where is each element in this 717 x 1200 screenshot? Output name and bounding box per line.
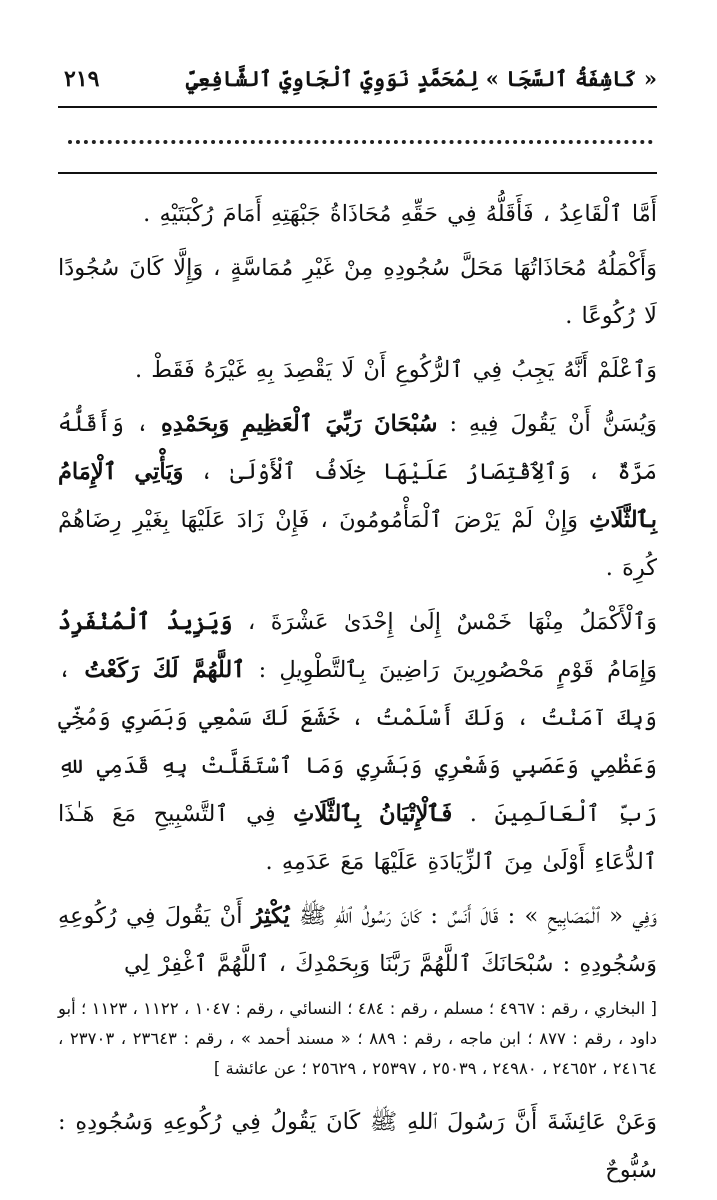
page-body [58, 190, 657, 1200]
emphasis-segment: وَيَأْتِي ٱلْإِمَامُ بِٱلثَّلَاثِ [58, 459, 657, 533]
text-segment: وَٱلْأَكْمَلُ مِنْهَا خَمْسٌ إِلَىٰ إِحْدَىٰ عَشْرَةَ ، [247, 609, 657, 635]
text-segment: أَنْ يَقُولَ فِي رُكُوعِهِ وَسُجُودِهِ : سُبْحَانَكَ ٱللَّهُمَّ رَبَّنَا وَبِحَمْدِكَ ، ٱللَّهُمَّ ٱغْفِرْ لِي [58, 903, 657, 977]
running-title: « كَاشِفَةُ ٱلسَّجَا » لِمُحَمَّدٍ نَوَوِيِّ ٱلْجَاوِيِّ ٱلشَّافِعِيِّ [185, 66, 657, 91]
paragraph-perfection: وَأَكْمَلُهُ مُحَاذَاتُهَا مَحَلَّ سُجُودِهِ مِنْ غَيْرِ مُمَاسَّةٍ ، وَإِلَّا كَانَ سُجُودًا لَا رُكُوعًا . [58, 255, 657, 329]
emphasis-segment: وَيَزِيدُ ٱلْمُنْفَرِدُ [58, 609, 233, 635]
paragraph-seated: أَمَّا ٱلْقَاعِدُ ، فَأَقَلُّهُ فِي حَقِّهِ مُحَاذَاةُ جَبْهَتِهِ أَمَامَ رُكْبَتَيْهِ . [143, 201, 657, 227]
text-segment: فِي ٱلتَّسْبِيحِ مَعَ هَـٰذَا ٱلدُّعَاءِ أَوْلَىٰ مِنَ ٱلزِّيَادَةِ عَلَيْهَا مَعَ عَدَمِهِ . [58, 801, 657, 875]
header-rule [58, 106, 657, 108]
emphasis-segment: ٱللَّهُمَّ لَكَ رَكَعْتُ [84, 657, 246, 683]
section-rule [58, 172, 657, 174]
text-segment: وَيُسَنُّ أَنْ يَقُولَ فِيهِ : [449, 411, 657, 437]
page-number: ٢١٩ [64, 66, 100, 92]
emphasis-segment: يُكْثِرُ [251, 903, 290, 929]
hadith-reference-note: [ البخاري ، رقم : ٤٩٦٧ ؛ مسلم ، رقم : ٤٨٤ ؛ النسائي ، رقم : ١٠٤٧ ، ١١٢٢ ، ١١٢٣ ؛ أبو داود ، رقم : ٨٧٧ ؛ ابن ماجه ، رقم : ٨٨٩ ؛ « مسند أحمد » ، رقم : ٢٣٦٤٣ ، ٢٣٧٠٣ ، ٢٤١٦٤ ، ٢٤٦٥٢ ، ٢٤٩٨٠ ، ٢٥٠٣٩ ، ٢٥٣٩٧ ، ٢٥٦٢٩ ؛ عن عائشة ] [58, 999, 657, 1078]
text-segment: وَفِي « ٱلْمَصَابِيحِ » : قَالَ أَنَسٌ : كَانَ رَسُولُ ٱللهِ ﷺ [298, 903, 658, 929]
paragraph-masabih [58, 892, 657, 988]
paragraph-intention: وَٱعْلَمْ أَنَّهُ يَجِبُ فِي ٱلرُّكُوعِ أَنْ لَا يَقْصِدَ بِهِ غَيْرَهُ فَقَطْ . [134, 357, 657, 383]
text-segment: وَإِنْ لَمْ يَرْضَ ٱلْمَأْمُومُونَ ، فَإِنْ زَادَ عَلَيْهَا بِغَيْرِ رِضَاهُمْ كُرِهَ . [58, 507, 657, 581]
text-segment: ، وَبِكَ آمَنْتُ ، وَلَكَ أَسْلَمْتُ ، خَشَعَ لَكَ سَمْعِي وَبَصَرِي وَمُخِّي وَعَظْمِي وَعَصَبِي وَشَعْرِي وَبَشَرِي وَمَا ٱسْتَقَلَّتْ بِهِ قَدَمِي للهِ رَبِّ ٱلْعَالَمِينَ . [58, 657, 658, 827]
paragraph-supplication [58, 598, 657, 886]
text-segment: وَإِمَامُ قَوْمٍ مَحْصُورِينَ رَاضِينَ بِٱلتَّطْوِيلِ : [258, 657, 658, 683]
page-header [58, 64, 657, 104]
paragraph-tasbih [58, 400, 657, 592]
emphasis-segment: سُبْحَانَ رَبِّيَ ٱلْعَظِيمِ وَبِحَمْدِهِ [160, 411, 438, 437]
text-segment: ، وَأَقَلُّهُ مَرَّةٌ ، وَٱلِٱقْتِصَارُ عَلَيْهَا خِلَافُ ٱلْأَوْلَىٰ ، [58, 411, 658, 485]
paragraph-aisha: وَعَنْ عَائِشَةَ أَنَّ رَسُولَ ٱللهِ ﷺ كَانَ يَقُولُ فِي رُكُوعِهِ وَسُجُودِهِ : سُبُّوحٌ [58, 1109, 657, 1183]
emphasis-segment: فَٱلْإِتْيَانُ بِٱلثَّلَاثِ [293, 801, 453, 827]
dotted-separator [68, 140, 653, 158]
